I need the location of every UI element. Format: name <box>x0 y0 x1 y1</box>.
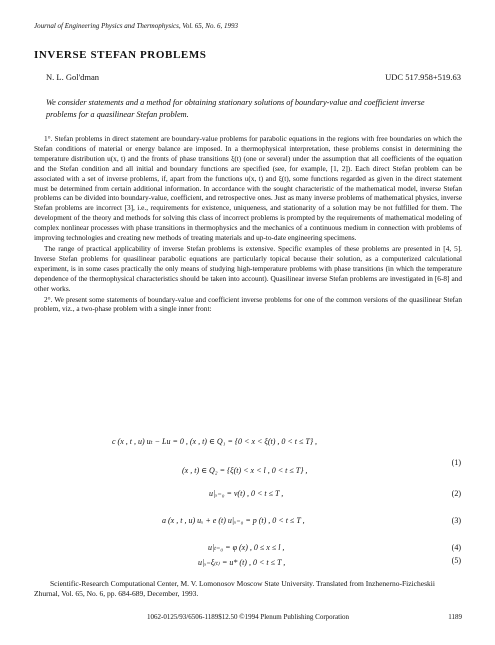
page-number: 1189 <box>448 613 462 621</box>
article-author: N. L. Gol'dman <box>46 72 99 82</box>
paragraph-2: The range of practical applicability of inverse Stefan problems is extensive. Specific examples of these problems are presented in [4, 5]. Inverse Stefan problems for quasilinear parabolic equations are particularly topical because their solution, as a computerized calculational experiment, is in some cases practically the only means of studying high-temperature problems with phase transitions (in which the temperature dependence of the thermophysical characteristics should be taken into account). Quasilinear inverse Stefan problems are investigated in [6-8] and other works. <box>34 243 462 293</box>
equation-number-5: (5) <box>451 556 461 565</box>
footnote-text: Scientific-Research Computational Center, M. V. Lomonosov Moscow State University. Translated from Inzhenerno-Fizicheskii Zhurnal, Vol. 65, No. 6, pp. 684-689, December, 1993. <box>34 579 435 598</box>
copyright-code: 1062-0125/93/6506-1189$12.50 ©1994 Plenum Publishing Corporation <box>146 613 350 621</box>
equation-number-3: (3) <box>451 516 461 525</box>
equation-number-1: (1) <box>451 458 461 467</box>
abstract: We consider statements and a method for obtaining stationary solutions of boundary-value and coefficient inverse problems for a quasilinear Stefan problem. <box>46 98 425 119</box>
equation-5: u|ₓ₌ξ₍ₜ₎ = u* (t) , 0 < t ≤ T , <box>198 558 286 567</box>
equation-number-2: (2) <box>451 489 461 498</box>
equation-1b: (x , t) ∈ Q₂ = {ξ(t) < x < l , 0 < t ≤ T} , <box>182 466 308 475</box>
footnote <box>34 579 462 599</box>
equation-3: a (x , t , u) uₓ + e (t) u|ₓ₌₀ = p (t) , 0 < t ≤ T , <box>162 516 305 525</box>
article-title: INVERSE STEFAN PROBLEMS <box>34 49 207 61</box>
equation-number-4: (4) <box>451 543 461 552</box>
body-text <box>34 134 462 315</box>
udc-code: UDC 517.958+519.63 <box>385 72 461 82</box>
journal-header: Journal of Engineering Physics and Thermophysics, Vol. 65, No. 6, 1993 <box>34 22 238 30</box>
equation-1a: c (x , t , u) uₜ − Lu = 0 , (x , t) ∈ Q₁ = {0 < x < ξ(t) , 0 < t ≤ T} , <box>112 437 318 446</box>
equation-2: u|ₓ₌₀ = ν(t) , 0 < t ≤ T , <box>209 489 284 498</box>
paragraph-1: 1°. Stefan problems in direct statement are boundary-value problems for parabolic equations in the regions with free boundaries on which the Stefan conditions of material or energy balance are imposed. In a thermophysical interpretation, these problems consist in determining the temperature distribution u(x, t) and the fronts of phase transitions ξ(t) (one or several) under the assumption that all coefficients of the equation and the Stefan condition and all initial and boundary functions are specified (see, for example, [1, 2]). Each direct Stefan problem can be associated with a set of inverse problems, if, apart from the functions u(x, t) and ξ(t), some functions regarded as given in the direct statement must be determined from certain additional information. In accordance with the sought characteristic of the mathematical model, inverse Stefan problems can be divided into boundary-value, coefficient, and retrospective ones. Just as many inverse problems of mathematical physics, inverse Stefan problems are incorrect [3], i.e., requirements for existence, uniqueness, and stationarity of a solution may be not fulfilled for them. The development of the theory and methods for solving this class of incorrect problems is prompted by the requirements of mathematical modeling of complex nonlinear processes with phase transitions in thermophysics and the mechanics of a continuous medium in connection with problems of improving technologies and creating new methods of treating materials and up-to-date engineering specimens. <box>34 134 462 243</box>
paragraph-3: 2°. We present some statements of boundary-value and coefficient inverse problems for one of the common versions of the quasilinear Stefan problem, viz., a two-phase problem with a single inner front: <box>34 294 462 314</box>
equation-4: u|ₜ₌₀ = φ (x) , 0 ≤ x ≤ l , <box>208 543 285 552</box>
